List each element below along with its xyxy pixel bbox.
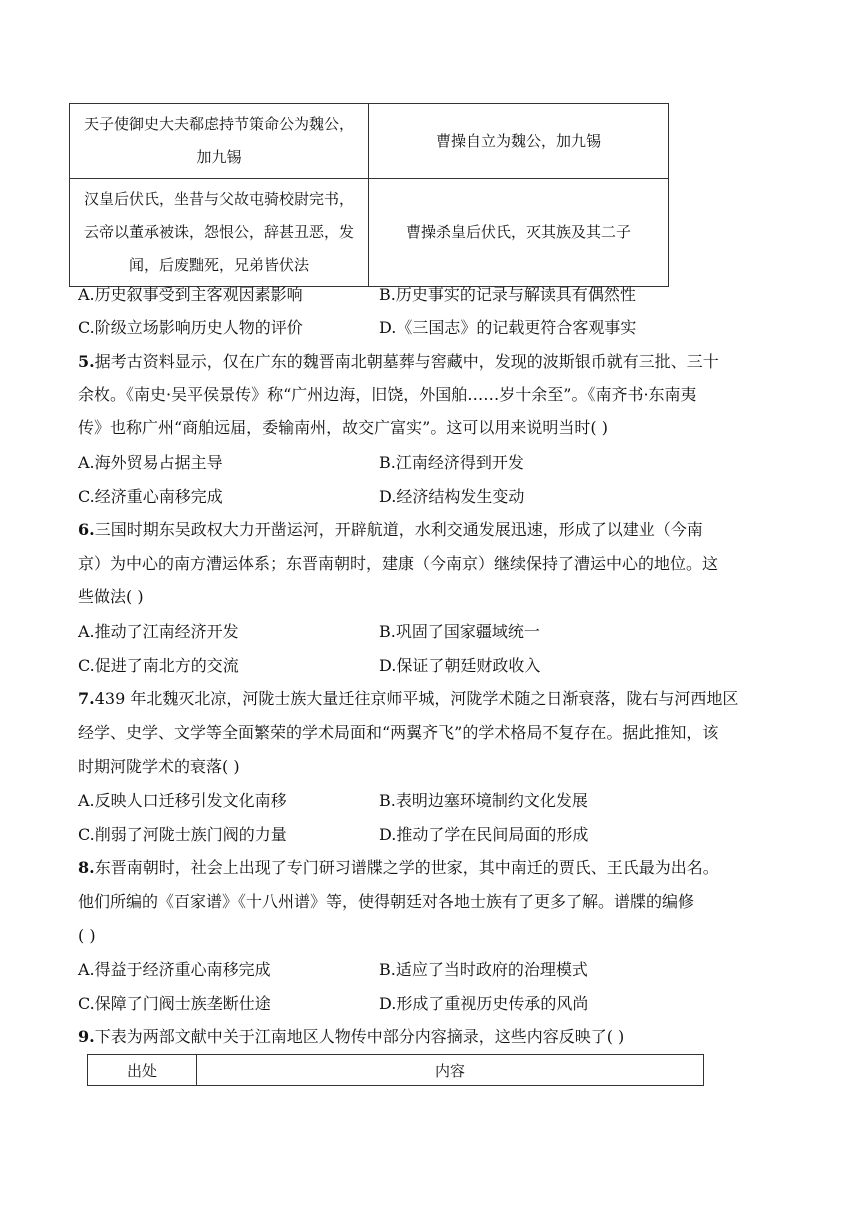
option-a: A.历史叙事受到主客观因素影响	[78, 285, 303, 304]
question-5-line: 余枚。《南史·吴平侯景传》称“广州边海，旧饶，外国舶……岁十余至”。《南齐书·东南夷	[78, 385, 697, 404]
question-6-line: 京）为中心的南方漕运体系；东晋南朝时，建康（今南京）继续保持了漕运中心的地位。这	[78, 554, 719, 573]
option-b: B.历史事实的记录与解读具有偶然性	[379, 285, 636, 304]
question-7-line: 时期河陇学术的衰落( )	[78, 757, 240, 776]
question-7-line: 7.439 年北魏灭北凉，河陇士族大量迁往京师平城，河陇学术随之日渐衰落，陇右与河西地区	[78, 689, 739, 708]
table-cell: 曹操自立为魏公，加九锡	[369, 104, 669, 179]
question-5-line: 传》也称广州“商舶远届，委输南州，故交广富实”。这可以用来说明当时( )	[78, 418, 608, 437]
table-row	[70, 179, 669, 287]
option-b: B.江南经济得到开发	[379, 453, 524, 472]
table-header-cell: 出处	[88, 1055, 197, 1086]
option-a: A.推动了江南经济开发	[78, 622, 239, 641]
option-d: D.形成了重视历史传承的风尚	[379, 994, 589, 1013]
question-number: 7.	[78, 689, 95, 708]
question-number: 5.	[78, 352, 95, 371]
source-table	[87, 1054, 704, 1086]
question-number: 9.	[78, 1027, 95, 1046]
table-row	[70, 104, 669, 179]
question-6-line: 6.三国时期东吴政权大力开凿运河，开辟航道，水利交通发展迅速，形成了以建业（今南	[78, 520, 703, 539]
option-c: C.阶级立场影响历史人物的评价	[78, 318, 303, 337]
option-d: D.保证了朝廷财政收入	[379, 656, 541, 675]
option-a: A.得益于经济重心南移完成	[78, 960, 271, 979]
table-header-row	[88, 1055, 704, 1086]
option-d: D.《三国志》的记载更符合客观事实	[379, 318, 637, 337]
table-cell: 汉皇后伏氏，坐昔与父故屯骑校尉完书，云帝以董承被诛，怨恨公，辞甚丑恶，发闻，后废黜死，兄弟皆伏法	[70, 179, 369, 287]
option-a: A.海外贸易占据主导	[78, 453, 223, 472]
question-number: 6.	[78, 520, 95, 539]
option-b: B.表明边塞环境制约文化发展	[379, 791, 588, 810]
question-7-line: 经学、史学、文学等全面繁荣的学术局面和“两翼齐飞”的学术格局不复存在。据此推知，该	[78, 723, 719, 742]
question-8-line: ( )	[78, 926, 96, 945]
table-header-cell: 内容	[197, 1055, 704, 1086]
option-c: C.保障了门阀士族垄断仕途	[78, 994, 271, 1013]
question-9-line: 9.下表为两部文献中关于江南地区人物传中部分内容摘录，这些内容反映了( )	[78, 1027, 625, 1046]
table-cell: 曹操杀皇后伏氏，灭其族及其二子	[369, 179, 669, 287]
question-6-line: 些做法( )	[78, 587, 144, 606]
option-d: D.推动了学在民间局面的形成	[379, 825, 589, 844]
comparison-table	[69, 103, 669, 287]
question-8-line: 他们所编的《百家谱》《十八州谱》等，使得朝廷对各地士族有了更多了解。谱牒的编修	[78, 892, 695, 911]
option-a: A.反映人口迁移引发文化南移	[78, 791, 287, 810]
question-8-line: 8.东晋南朝时，社会上出现了专门研习谱牒之学的世家，其中南迁的贾氏、王氏最为出名。	[78, 858, 719, 877]
option-b: B.巩固了国家疆域统一	[379, 622, 540, 641]
option-d: D.经济结构发生变动	[379, 487, 525, 506]
question-5-line: 5.据考古资料显示，仅在广东的魏晋南北朝墓葬与窖藏中，发现的波斯银币就有三批、三十	[78, 352, 719, 371]
option-c: C.削弱了河陇士族门阀的力量	[78, 825, 287, 844]
table-cell: 天子使御史大夫郗虑持节策命公为魏公，加九锡	[70, 104, 369, 179]
option-c: C.促进了南北方的交流	[78, 656, 239, 675]
option-b: B.适应了当时政府的治理模式	[379, 960, 588, 979]
option-c: C.经济重心南移完成	[78, 487, 223, 506]
question-number: 8.	[78, 858, 95, 877]
